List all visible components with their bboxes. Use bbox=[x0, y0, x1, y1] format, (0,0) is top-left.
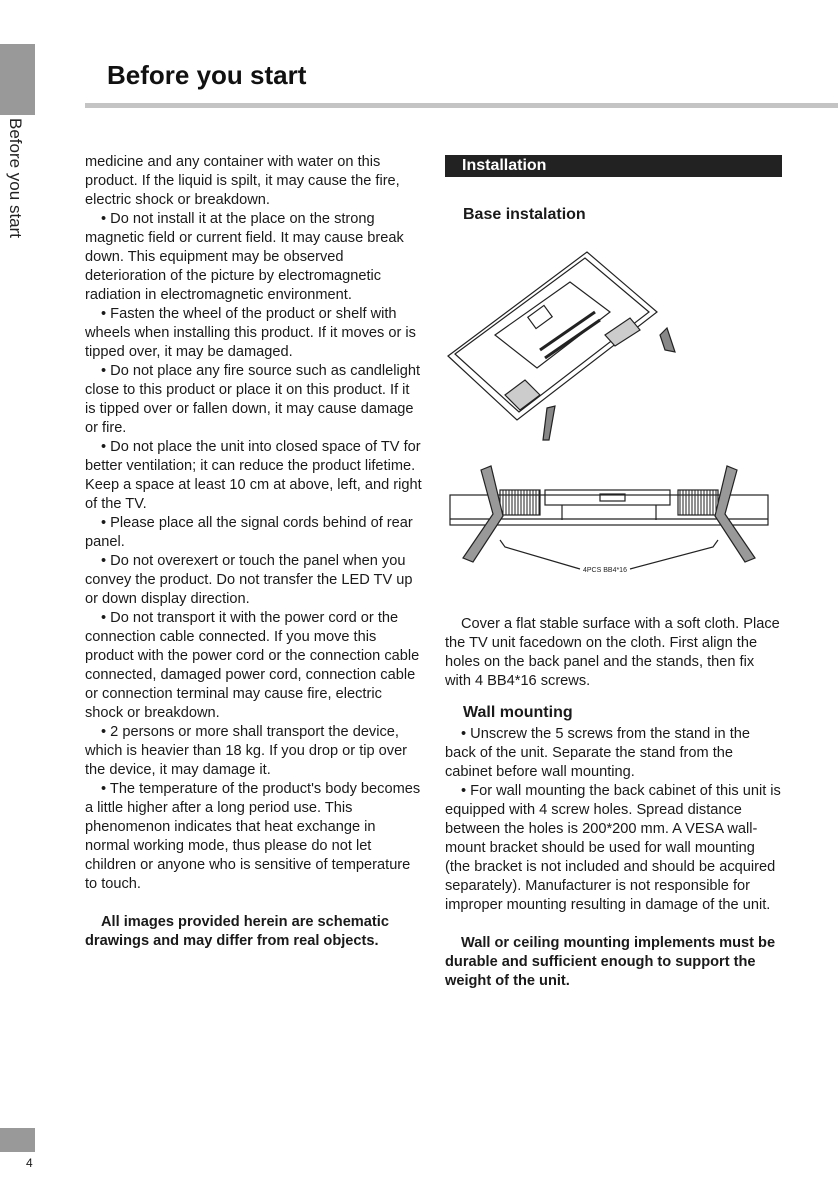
wall-mounting-heading: Wall mounting bbox=[463, 704, 573, 721]
side-section-label: Before you start bbox=[6, 118, 25, 239]
paragraph: • Do not transport it with the power cord or the connection cable connected. If you move this product with the power cord or the connection cable connected, damaged power cord, connection cable or connection terminal may cause fire, electric shock or breakdown. bbox=[85, 610, 420, 721]
page-title: Before you start bbox=[107, 60, 307, 90]
paragraph: • Do not place the unit into closed space of TV for better ventilation; it can reduce the product lifetime. Keep a space at least 10 cm at above, left, and right of the TV. bbox=[85, 439, 422, 512]
paragraph: • For wall mounting the back cabinet of this unit is equipped with 4 screw holes. Spread distance between the holes is 200*200 mm. A VESA wall-mount bracket should be used for wall mounting (the bracket is not included and should be acquired separately). Manufacturer is not responsible for improper mounting resulting in damage of the unit. bbox=[445, 783, 781, 913]
paragraph: Cover a flat stable surface with a soft cloth. Place the TV unit facedown on the cloth. First align the holes on the back panel and the stands, then fix with 4 BB4*16 screws. bbox=[445, 616, 780, 689]
screw-spec-label: 4PCS BB4*16 bbox=[583, 567, 627, 574]
schematic-notice: All images provided herein are schematic drawings and may differ from real objects. bbox=[85, 914, 389, 949]
installation-section-header: Installation bbox=[445, 155, 782, 177]
left-column bbox=[85, 153, 423, 951]
paragraph: • Do not place any fire source such as candlelight close to this product or place it on this product. If it is tipped over or fallen down, it may cause damage or fire. bbox=[85, 363, 421, 436]
tv-bottom-stand-diagram bbox=[445, 462, 785, 577]
page-number: 4 bbox=[26, 1156, 33, 1170]
title-divider bbox=[85, 103, 838, 108]
wall-mounting-text bbox=[445, 725, 781, 991]
paragraph: • The temperature of the product's body becomes a little higher after a long period use. This phenomenon indicates that heat exchange in normal working mode, thus please do not let children or anyone who is sensitive of temperature to touch. bbox=[85, 781, 421, 892]
paragraph: • Do not install it at the place on the strong magnetic field or current field. It may cause break down. This equipment may be observed deterioration of the picture by electromagnetic radiation in electromagnetic environment. bbox=[85, 211, 404, 303]
paragraph: • Do not overexert or touch the panel when you convey the product. Do not transfer the LED TV up or down display direction. bbox=[85, 553, 413, 607]
base-installation-heading: Base instalation bbox=[463, 206, 586, 223]
wall-mounting-notice: Wall or ceiling mounting implements must be durable and sufficient enough to support the weight of the unit. bbox=[445, 935, 776, 989]
side-tab-marker bbox=[0, 44, 35, 115]
paragraph: medicine and any container with water on this product. If the liquid is spilt, it may cause the fire, electric shock or breakdown. bbox=[85, 154, 400, 208]
paragraph: • Fasten the wheel of the product or shelf with wheels when installing this product. If it moves or is tipped over, it may be damaged. bbox=[85, 306, 416, 360]
paragraph: • Unscrew the 5 screws from the stand in the back of the unit. Separate the stand from the cabinet before wall mounting. bbox=[445, 726, 750, 780]
paragraph: • Please place all the signal cords behind of rear panel. bbox=[85, 515, 413, 550]
tv-back-stand-diagram bbox=[445, 240, 685, 445]
paragraph: • 2 persons or more shall transport the device, which is heavier than 18 kg. If you drop or tip over the device, it may damage it. bbox=[85, 724, 408, 778]
base-installation-text bbox=[445, 615, 781, 691]
footer-tab-marker bbox=[0, 1128, 35, 1152]
